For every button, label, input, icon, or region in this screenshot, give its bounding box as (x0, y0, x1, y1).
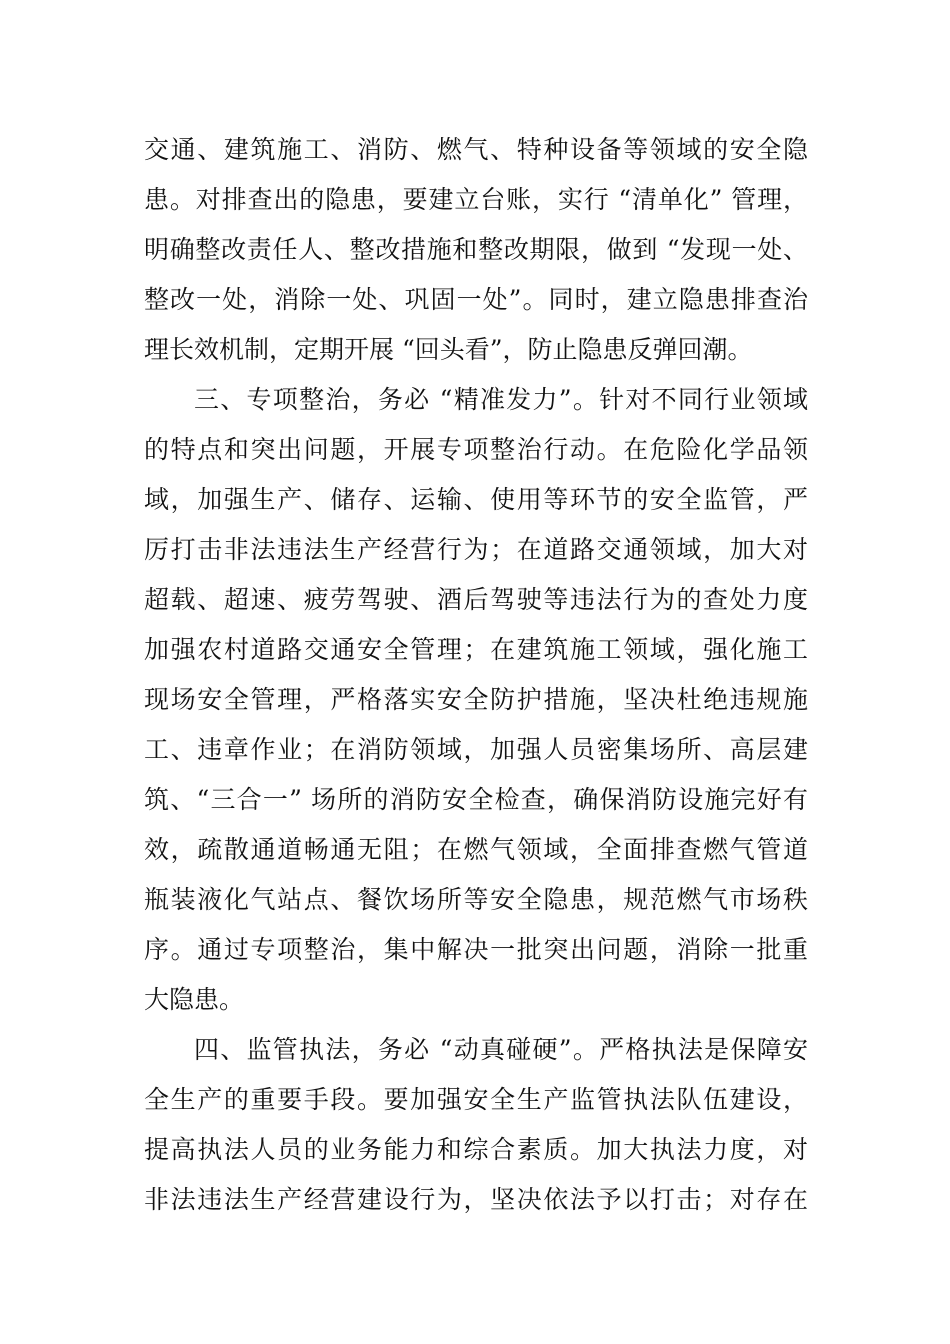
text-line: 患。对排查出的隐患，要建立台账，实行 “清单化” 管理， (144, 185, 808, 214)
text-line: 提高执法人员的业务能力和综合素质。加大执法力度，对 (144, 1135, 808, 1164)
text-line: 筑、“三合一” 场所的消防安全检查，确保消防设施完好有 (144, 785, 808, 814)
text-line: 现场安全管理，严格落实安全防护措施，坚决杜绝违规施 (144, 685, 808, 714)
text-line: 厉打击非法违法生产经营行为；在道路交通领域，加大对 (144, 535, 808, 564)
text-line: 全生产的重要手段。要加强安全生产监管执法队伍建设， (144, 1085, 808, 1114)
text-line: 非法违法生产经营建设行为，坚决依法予以打击；对存在 (144, 1185, 808, 1214)
paragraph-heading-line: 四、监管执法，务必 “动真碰硬”。严格执法是保障安 (194, 1035, 808, 1064)
text-line: 明确整改责任人、整改措施和整改期限，做到 “发现一处、 (144, 235, 808, 264)
text-line: 大隐患。 (144, 985, 245, 1014)
text-line: 整改一处，消除一处、巩固一处”。同时，建立隐患排查治 (144, 285, 808, 314)
text-line: 效，疏散通道畅通无阻；在燃气领域，全面排查燃气管道 (144, 835, 808, 864)
text-line: 瓶装液化气站点、餐饮场所等安全隐患，规范燃气市场秩 (144, 885, 808, 914)
text-line: 超载、超速、疲劳驾驶、酒后驾驶等违法行为的查处力度 (144, 585, 808, 614)
paragraph-heading-line: 三、专项整治，务必 “精准发力”。针对不同行业领域 (194, 385, 808, 414)
text-line: 域，加强生产、储存、运输、使用等环节的安全监管，严 (144, 485, 808, 514)
text-line: 序。通过专项整治，集中解决一批突出问题，消除一批重 (144, 935, 808, 964)
text-line: 交通、建筑施工、消防、燃气、特种设备等领域的安全隐 (144, 135, 808, 164)
text-line: 工、违章作业；在消防领域，加强人员密集场所、高层建 (144, 735, 808, 764)
text-line: 的特点和突出问题，开展专项整治行动。在危险化学品领 (144, 435, 808, 464)
text-line: 理长效机制，定期开展 “回头看”，防止隐患反弹回潮。 (144, 335, 753, 364)
text-line: 加强农村道路交通安全管理；在建筑施工领域，强化施工 (144, 635, 808, 664)
